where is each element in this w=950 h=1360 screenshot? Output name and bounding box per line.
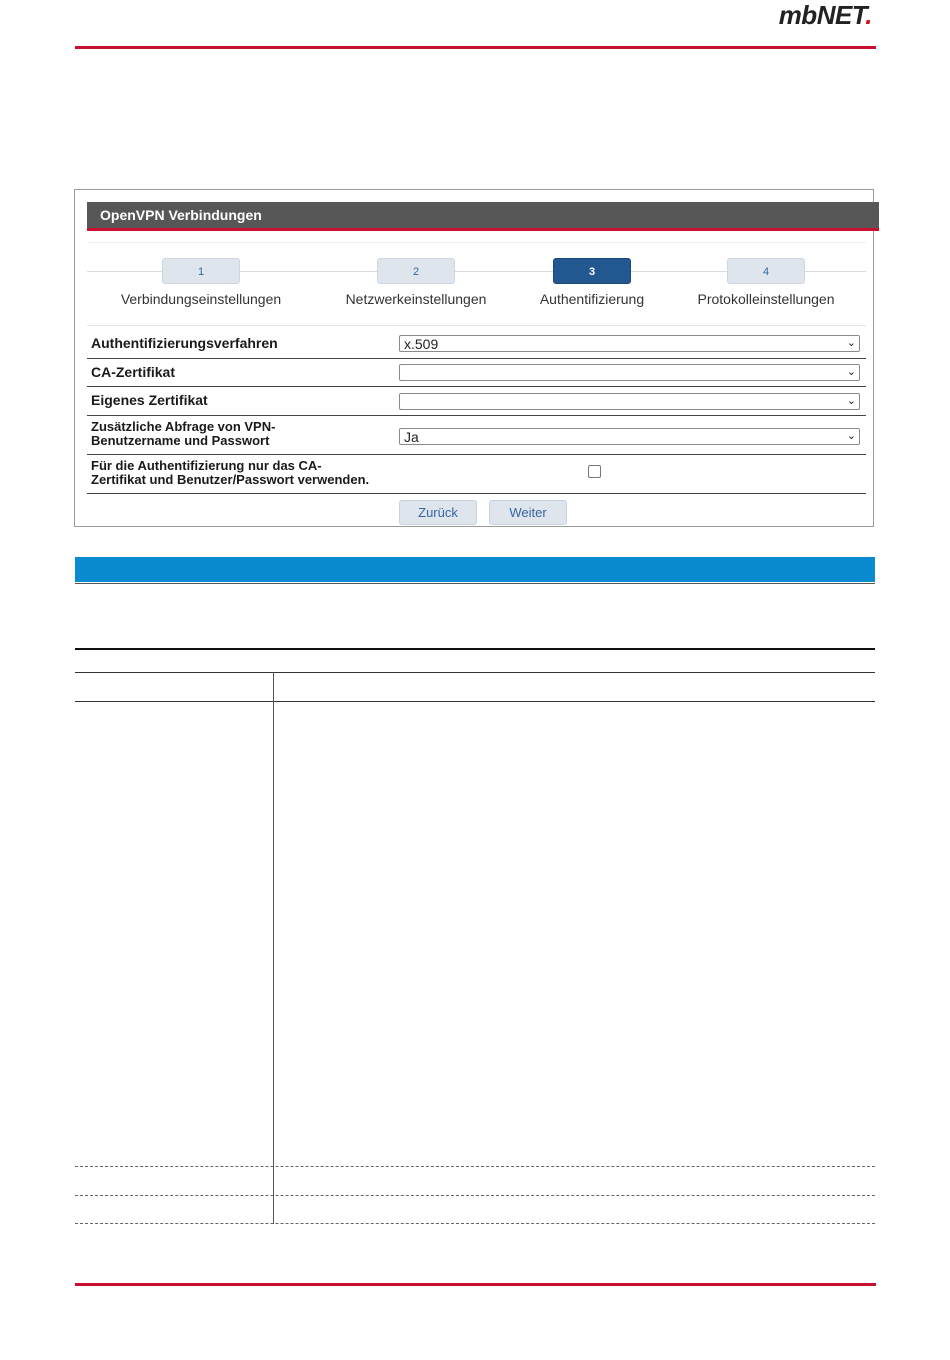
extra-query-value: Ja bbox=[404, 429, 419, 445]
row-ca-only bbox=[87, 455, 866, 494]
extra-query-label-line2: Benutzername und Passwort bbox=[91, 433, 270, 448]
chevron-down-icon: ⌄ bbox=[846, 366, 856, 378]
auth-method-select[interactable] bbox=[399, 335, 860, 352]
extra-query-label bbox=[91, 420, 275, 448]
ca-cert-label: CA-Zertifikat bbox=[91, 364, 176, 380]
own-cert-label: Eigenes Zertifikat bbox=[91, 392, 208, 408]
own-cert-select[interactable] bbox=[399, 393, 860, 410]
table-row-divider bbox=[75, 1223, 875, 1224]
chevron-down-icon: ⌄ bbox=[846, 430, 856, 442]
wizard-steps bbox=[87, 242, 866, 326]
step-number[interactable]: 2 bbox=[377, 258, 455, 284]
row-ca-cert bbox=[87, 359, 866, 387]
table-row-divider bbox=[75, 1166, 875, 1167]
table-top-rule bbox=[75, 648, 875, 650]
auth-form bbox=[87, 324, 866, 494]
row-auth-method bbox=[87, 324, 866, 359]
extra-query-label-line1: Zusätzliche Abfrage von VPN- bbox=[91, 419, 276, 434]
row-own-cert bbox=[87, 387, 866, 416]
table-column-divider bbox=[273, 672, 274, 1224]
section-bar bbox=[75, 557, 875, 582]
step-label: Authentifizierung bbox=[539, 291, 645, 307]
chevron-down-icon: ⌄ bbox=[846, 395, 856, 407]
auth-method-value: x.509 bbox=[404, 336, 439, 352]
step-number[interactable]: 1 bbox=[162, 258, 240, 284]
step-label: Protokolleinstellungen bbox=[697, 291, 835, 307]
screenshot-frame bbox=[74, 189, 874, 527]
chevron-down-icon: ⌄ bbox=[846, 337, 856, 349]
step-3[interactable] bbox=[492, 243, 692, 307]
ca-cert-select[interactable] bbox=[399, 364, 860, 381]
ca-only-label bbox=[91, 459, 369, 487]
step-1[interactable] bbox=[101, 243, 301, 307]
ca-only-label-line1: Für die Authentifizierung nur das CA- bbox=[91, 458, 322, 473]
table-header-rule-bottom bbox=[75, 701, 875, 702]
step-2[interactable] bbox=[316, 243, 516, 307]
ca-only-label-line2: Zertifikat und Benutzer/Passwort verwenden. bbox=[91, 472, 370, 487]
step-label: Netzwerkeinstellungen bbox=[345, 291, 487, 307]
mbnet-logo: mbNET. bbox=[778, 0, 872, 30]
step-4[interactable] bbox=[666, 243, 866, 307]
panel-title: OpenVPN Verbindungen bbox=[87, 202, 879, 231]
step-label: Verbindungseinstellungen bbox=[120, 291, 282, 307]
table-header-rule bbox=[75, 672, 875, 673]
footer-rule bbox=[75, 1283, 876, 1286]
step-number[interactable]: 3 bbox=[553, 258, 631, 284]
step-number[interactable]: 4 bbox=[727, 258, 805, 284]
extra-query-select[interactable] bbox=[399, 428, 860, 445]
auth-method-label: Authentifizierungsverfahren bbox=[91, 335, 278, 351]
row-extra-query bbox=[87, 416, 866, 455]
next-button[interactable]: Weiter bbox=[489, 500, 567, 525]
section-rule bbox=[75, 583, 875, 584]
back-button[interactable]: Zurück bbox=[399, 500, 477, 525]
ca-only-checkbox[interactable] bbox=[588, 465, 601, 478]
header-rule bbox=[75, 46, 876, 49]
table-row-divider bbox=[75, 1195, 875, 1196]
